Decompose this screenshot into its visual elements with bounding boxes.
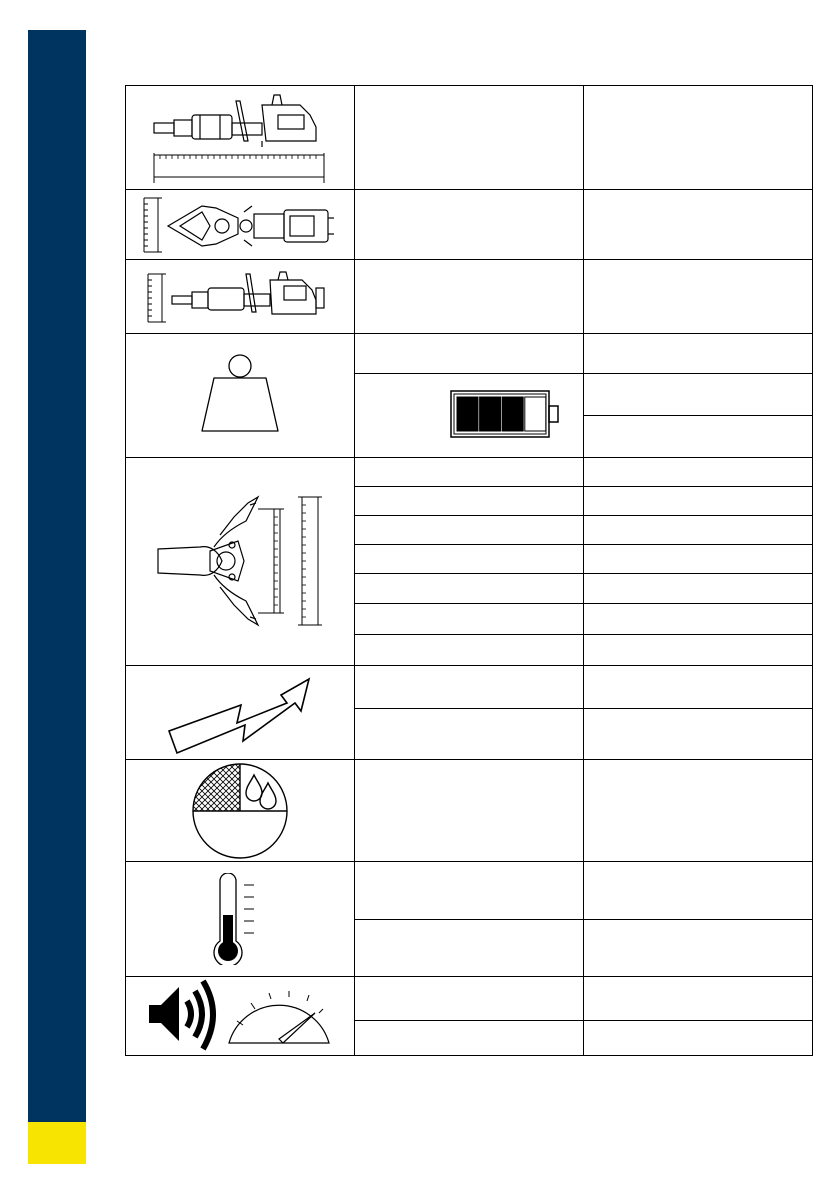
spec-row-weight bbox=[126, 334, 813, 373]
width-value-cell bbox=[584, 190, 813, 260]
height-value-cell bbox=[584, 260, 813, 334]
icon-cell-length bbox=[126, 86, 355, 190]
icon-cell-temperature bbox=[126, 862, 355, 976]
temperature-value-cell-1 bbox=[584, 862, 813, 919]
spreading-value-cell-2 bbox=[584, 486, 813, 515]
battery-value-cell-1 bbox=[584, 373, 813, 415]
battery-cell bbox=[355, 373, 584, 457]
icon-cell-protection bbox=[126, 760, 355, 862]
spreading-label-cell-2 bbox=[355, 486, 584, 515]
tool-height-icon bbox=[140, 266, 340, 328]
icon-cell-force bbox=[126, 666, 355, 760]
spreading-label-cell-1 bbox=[355, 457, 584, 486]
spreading-label-cell-4 bbox=[355, 544, 584, 573]
temperature-label-cell-1 bbox=[355, 862, 584, 919]
noise-value-cell-2 bbox=[584, 1020, 813, 1055]
tool-length-icon bbox=[150, 93, 330, 183]
tool-width-icon bbox=[140, 194, 340, 256]
weight-value-cell bbox=[584, 334, 813, 373]
spreading-value-cell-5 bbox=[584, 573, 813, 603]
spreading-value-cell-7 bbox=[584, 635, 813, 666]
sidebar-accent-block bbox=[28, 1122, 86, 1164]
battery-segment bbox=[480, 397, 501, 431]
spreading-label-cell-5 bbox=[355, 573, 584, 603]
force-value-cell-1 bbox=[584, 666, 813, 709]
spreading-value-cell-1 bbox=[584, 457, 813, 486]
spec-row-protection bbox=[126, 760, 813, 862]
temperature-label-cell-2 bbox=[355, 919, 584, 976]
battery-segment bbox=[457, 397, 478, 431]
force-label-cell-1 bbox=[355, 666, 584, 709]
length-value-cell bbox=[584, 86, 813, 190]
spec-row-height bbox=[126, 260, 813, 334]
spreading-force-icon bbox=[165, 669, 315, 757]
spreading-opening-icon bbox=[150, 491, 330, 631]
icon-cell-noise bbox=[126, 976, 355, 1055]
weight-label-cell bbox=[355, 334, 584, 373]
ip-rating-icon bbox=[190, 761, 290, 861]
noise-value-cell-1 bbox=[584, 976, 813, 1020]
weight-icon bbox=[190, 353, 290, 439]
spec-row-force-1 bbox=[126, 666, 813, 709]
spreading-value-cell-4 bbox=[584, 544, 813, 573]
length-label-cell bbox=[355, 86, 584, 190]
icon-cell-width bbox=[126, 190, 355, 260]
spreading-value-cell-6 bbox=[584, 603, 813, 634]
battery-segment bbox=[525, 397, 546, 431]
protection-value-cell bbox=[584, 760, 813, 862]
spreading-label-cell-6 bbox=[355, 603, 584, 634]
spreading-value-cell-3 bbox=[584, 515, 813, 544]
spec-row-width bbox=[126, 190, 813, 260]
spec-row-length bbox=[126, 86, 813, 190]
spreading-label-cell-7 bbox=[355, 635, 584, 666]
spreading-label-cell-3 bbox=[355, 515, 584, 544]
battery-segment bbox=[502, 397, 523, 431]
force-value-cell-2 bbox=[584, 709, 813, 760]
spec-row-noise-1 bbox=[126, 976, 813, 1020]
icon-cell-spreading bbox=[126, 457, 355, 665]
icon-cell-height bbox=[126, 260, 355, 334]
sidebar-band bbox=[28, 30, 86, 1122]
height-label-cell bbox=[355, 260, 584, 334]
noise-label-cell-1 bbox=[355, 976, 584, 1020]
battery-icon bbox=[449, 389, 561, 439]
temperature-icon bbox=[210, 873, 270, 965]
protection-label-cell bbox=[355, 760, 584, 862]
specification-table bbox=[125, 85, 813, 1056]
width-label-cell bbox=[355, 190, 584, 260]
icon-cell-weight bbox=[126, 334, 355, 457]
noise-level-icon bbox=[145, 977, 335, 1055]
force-label-cell-2 bbox=[355, 709, 584, 760]
noise-label-cell-2 bbox=[355, 1020, 584, 1055]
battery-value-cell-2 bbox=[584, 415, 813, 457]
spec-row-spreading-1 bbox=[126, 457, 813, 486]
spec-row-temperature-1 bbox=[126, 862, 813, 919]
temperature-value-cell-2 bbox=[584, 919, 813, 976]
